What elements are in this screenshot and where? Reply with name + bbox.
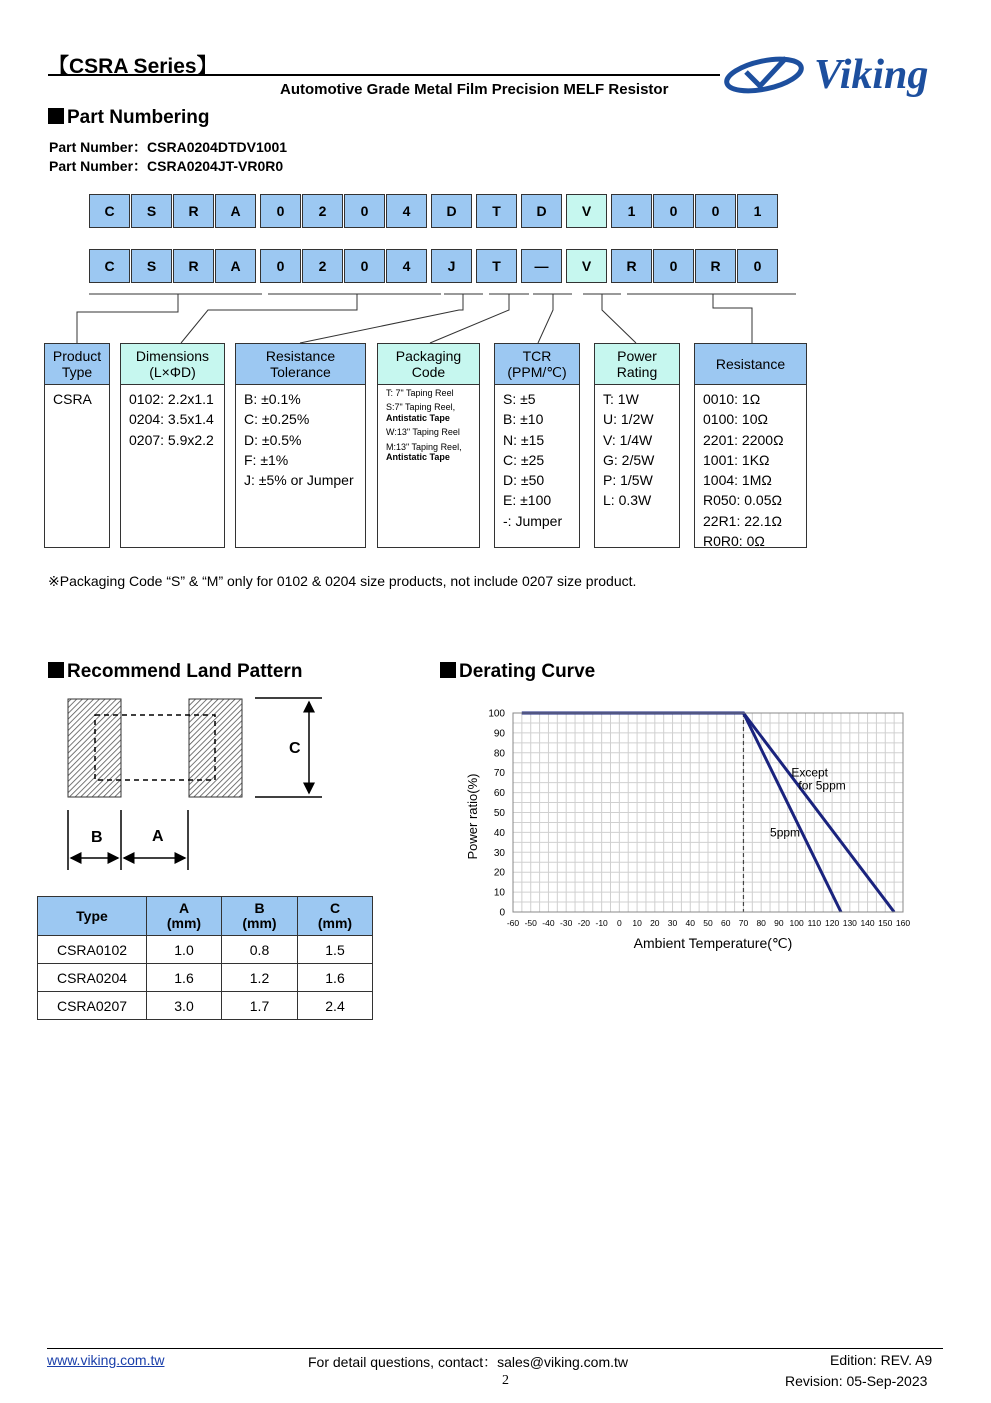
x-tick-labels xyxy=(507,918,911,928)
x-tick-label: 40 xyxy=(685,918,696,928)
land-pattern-title: Recommend Land Pattern xyxy=(48,661,302,683)
page-number: 2 xyxy=(502,1373,509,1388)
y-tick-label: 70 xyxy=(493,768,505,780)
category-header: Packaging Code xyxy=(378,344,479,385)
x-tick-label: 90 xyxy=(774,918,784,928)
pn1-char: R xyxy=(173,194,214,228)
pn2-char: — xyxy=(521,249,562,283)
y-tick-label: 80 xyxy=(493,748,505,760)
category-value: T: 1W xyxy=(603,391,639,407)
pn1-char: V xyxy=(566,194,607,228)
derating-chart xyxy=(455,700,925,960)
category-values xyxy=(236,385,365,494)
y-tick-label: 60 xyxy=(493,788,505,800)
pn1-char: 2 xyxy=(302,194,343,228)
x-axis-label: Ambient Temperature(℃) xyxy=(633,935,793,951)
table-cell: 1.0 xyxy=(147,936,222,964)
pn1-char: 0 xyxy=(260,194,301,228)
y-tick-label: 90 xyxy=(493,728,505,740)
edition-text: Edition: REV. A9 xyxy=(830,1352,933,1368)
y-tick-label: 10 xyxy=(493,887,505,899)
category-value: -: Jumper xyxy=(503,512,563,529)
x-tick-label: -30 xyxy=(560,918,573,928)
x-tick-label: -40 xyxy=(542,918,555,928)
x-tick-label: 60 xyxy=(720,918,731,928)
part-numbering-title: Part Numbering xyxy=(48,107,210,129)
pn1-char: 4 xyxy=(386,194,427,228)
category-value: R0R0: 0Ω xyxy=(703,533,765,550)
category-value: G: 2/5W xyxy=(603,451,655,468)
pn1-char: 0 xyxy=(344,194,385,228)
x-tick-label: -50 xyxy=(524,918,537,928)
category-values xyxy=(121,385,224,454)
category-value: S: ±5 xyxy=(503,391,536,407)
pn1-char: D xyxy=(431,194,472,228)
pn2-char: S xyxy=(131,249,172,283)
category-values xyxy=(378,385,479,465)
category-value: U: 1/2W xyxy=(603,411,654,428)
category-resistance-tolerance xyxy=(235,343,366,548)
pn1-char: 0 xyxy=(653,194,694,228)
category-packaging-code xyxy=(377,343,480,548)
category-value: 0100: 10Ω xyxy=(703,411,768,428)
table-header-row xyxy=(38,897,373,936)
revision-text: Revision: 05-Sep-2023 xyxy=(785,1373,928,1389)
logo-text: Viking xyxy=(814,52,929,98)
table-cell: 1.2 xyxy=(222,964,298,992)
y-tick-label: 40 xyxy=(493,827,505,839)
dimension-c-label: C xyxy=(289,740,301,757)
y-tick-label: 50 xyxy=(493,808,505,819)
pn2-char: 0 xyxy=(260,249,301,283)
x-tick-label: 10 xyxy=(632,918,642,928)
category-power-rating xyxy=(594,343,680,548)
category-value: M:13" Taping Reel, xyxy=(386,441,462,452)
category-value: 1004: 1MΩ xyxy=(703,472,772,489)
category-header: Product Type xyxy=(45,344,109,385)
category-header: Dimensions (L×ΦD) xyxy=(121,344,224,385)
square-bullet-icon xyxy=(440,662,456,678)
category-values xyxy=(595,385,679,515)
category-value: W:13" Taping Reel xyxy=(386,427,460,438)
category-value: 0010: 1Ω xyxy=(703,391,761,407)
x-tick-label: 140 xyxy=(860,918,875,928)
footer-rule xyxy=(47,1348,943,1349)
category-value: Antistatic Tape xyxy=(386,412,450,423)
derating-curve-title: Derating Curve xyxy=(440,661,595,683)
category-value: Antistatic Tape xyxy=(386,452,450,463)
y-tick-labels xyxy=(488,709,505,919)
col-header-c: C (mm) xyxy=(298,897,373,936)
part-number-example-2: Part Number：CSRA0204JT-VR0R0 xyxy=(49,158,284,174)
category-value: 22R1: 22.1Ω xyxy=(703,512,782,529)
category-value: J: ±5% or Jumper xyxy=(244,472,354,489)
pn2-char: 0 xyxy=(737,249,778,283)
x-tick-label: 80 xyxy=(756,918,766,928)
website-link[interactable]: www.viking.com.tw xyxy=(47,1352,165,1368)
pn2-char: 0 xyxy=(344,249,385,283)
category-header: Resistance Tolerance xyxy=(236,344,365,385)
y-tick-label: 20 xyxy=(493,867,505,879)
category-value: D: ±50 xyxy=(503,472,545,489)
category-value: 0102: 2.2x1.1 xyxy=(129,391,214,407)
x-tick-label: 20 xyxy=(650,918,660,928)
x-tick-label: -60 xyxy=(506,918,520,928)
category-values xyxy=(695,385,806,555)
series-title: 【CSRA Series】 xyxy=(48,55,218,78)
pn2-char: V xyxy=(566,249,607,283)
pn2-char: 2 xyxy=(302,249,343,283)
y-axis-label: Power ratio(%) xyxy=(465,773,480,860)
category-value: P: 1/5W xyxy=(603,472,653,489)
pn1-char: T xyxy=(476,194,517,228)
pn2-char: A xyxy=(215,249,256,283)
page-subtitle: Automotive Grade Metal Film Precision MELF Resistor xyxy=(280,81,669,98)
pn1-char: C xyxy=(89,194,130,228)
category-dimensions xyxy=(120,343,225,548)
dimension-a-label: A xyxy=(152,828,164,845)
square-bullet-icon xyxy=(48,662,64,678)
pn2-char: R xyxy=(695,249,736,283)
y-tick-label: 30 xyxy=(493,847,505,859)
category-value: S:7" Taping Reel, xyxy=(386,402,456,413)
category-header: TCR (PPM/℃) xyxy=(495,344,579,385)
pn2-char: R xyxy=(611,249,652,283)
dimension-b-label: B xyxy=(91,829,103,846)
x-tick-label: 100 xyxy=(789,918,804,928)
pn2-char: 0 xyxy=(653,249,694,283)
category-value: C: ±0.25% xyxy=(244,411,310,428)
category-value: N: ±15 xyxy=(503,431,545,448)
table-row xyxy=(38,992,373,1020)
x-tick-label: 70 xyxy=(738,918,749,928)
x-tick-label: 50 xyxy=(703,918,713,928)
category-values xyxy=(45,385,109,413)
pn1-char: S xyxy=(131,194,172,228)
table-cell: 1.6 xyxy=(147,964,222,992)
category-value: R050: 0.05Ω xyxy=(703,492,782,509)
part-number-connectors xyxy=(0,0,991,350)
x-tick-label: 30 xyxy=(667,918,678,928)
category-value: E: ±100 xyxy=(503,492,552,509)
category-header: Power Rating xyxy=(595,344,679,385)
table-cell: 1.7 xyxy=(222,992,298,1020)
category-value: 1001: 1KΩ xyxy=(703,451,770,468)
table-cell: CSRA0102 xyxy=(38,936,147,964)
table-cell: CSRA0207 xyxy=(38,992,147,1020)
part-number-example-1: Part Number：CSRA0204DTDV1001 xyxy=(49,139,288,155)
x-tick-label: 160 xyxy=(895,918,911,928)
x-tick-label: 120 xyxy=(824,918,840,928)
pn1-char: 0 xyxy=(695,194,736,228)
category-header: Resistance xyxy=(695,344,806,385)
x-tick-label: 130 xyxy=(842,918,857,928)
x-tick-label: -10 xyxy=(595,918,608,928)
category-value: CSRA xyxy=(53,391,92,407)
table-cell: 3.0 xyxy=(147,992,222,1020)
pn2-char: T xyxy=(476,249,517,283)
table-cell: 1.5 xyxy=(298,936,373,964)
pn1-char: 1 xyxy=(611,194,652,228)
pn1-char: 1 xyxy=(737,194,778,228)
x-tick-label: -20 xyxy=(577,918,591,928)
y-tick-label: 100 xyxy=(488,708,505,720)
y-tick-label: 0 xyxy=(499,907,505,919)
x-tick-label: 110 xyxy=(807,918,822,928)
x-tick-label: 150 xyxy=(878,918,893,928)
pn2-char: R xyxy=(173,249,214,283)
land-pattern-table xyxy=(37,896,373,1020)
contact-text: For detail questions, contact：sales@viking.com.tw xyxy=(308,1354,629,1370)
series-label-5ppm: 5ppm xyxy=(770,825,801,840)
category-value: C: ±25 xyxy=(503,451,545,468)
series-label-except: Except xyxy=(791,765,829,780)
category-value: B: ±10 xyxy=(503,411,544,428)
pn2-char: C xyxy=(89,249,130,283)
pn1-char: D xyxy=(521,194,562,228)
category-value: 0207: 5.9x2.2 xyxy=(129,431,214,448)
category-value: T: 7" Taping Reel xyxy=(386,388,454,398)
category-tcr xyxy=(494,343,580,548)
table-cell: 2.4 xyxy=(298,992,373,1020)
col-header-a: A (mm) xyxy=(147,897,222,936)
pn2-char: J xyxy=(431,249,472,283)
col-header-b: B (mm) xyxy=(222,897,298,936)
col-header-type: Type xyxy=(38,897,147,936)
category-value: B: ±0.1% xyxy=(244,391,301,407)
table-cell: 0.8 xyxy=(222,936,298,964)
table-cell: CSRA0204 xyxy=(38,964,147,992)
land-pattern-diagram xyxy=(40,690,340,880)
category-values xyxy=(495,385,579,535)
chart-grid xyxy=(513,713,903,912)
category-value: D: ±0.5% xyxy=(244,431,302,448)
category-value: 2201: 2200Ω xyxy=(703,431,784,448)
category-resistance xyxy=(694,343,807,548)
series-label-for-5ppm: for 5ppm xyxy=(798,778,846,793)
category-product-type xyxy=(44,343,110,548)
packaging-note: ※Packaging Code “S” & “M” only for 0102 & 0204 size products, not include 0207 size product. xyxy=(48,573,637,589)
category-value: L: 0.3W xyxy=(603,492,652,509)
table-row xyxy=(38,964,373,992)
category-value: V: 1/4W xyxy=(603,431,653,448)
pn2-char: 4 xyxy=(386,249,427,283)
table-row xyxy=(38,936,373,964)
x-tick-label: 0 xyxy=(616,918,622,928)
table-cell: 1.6 xyxy=(298,964,373,992)
category-value: F: ±1% xyxy=(244,451,289,468)
category-value: 0204: 3.5x1.4 xyxy=(129,411,214,428)
pn1-char: A xyxy=(215,194,256,228)
